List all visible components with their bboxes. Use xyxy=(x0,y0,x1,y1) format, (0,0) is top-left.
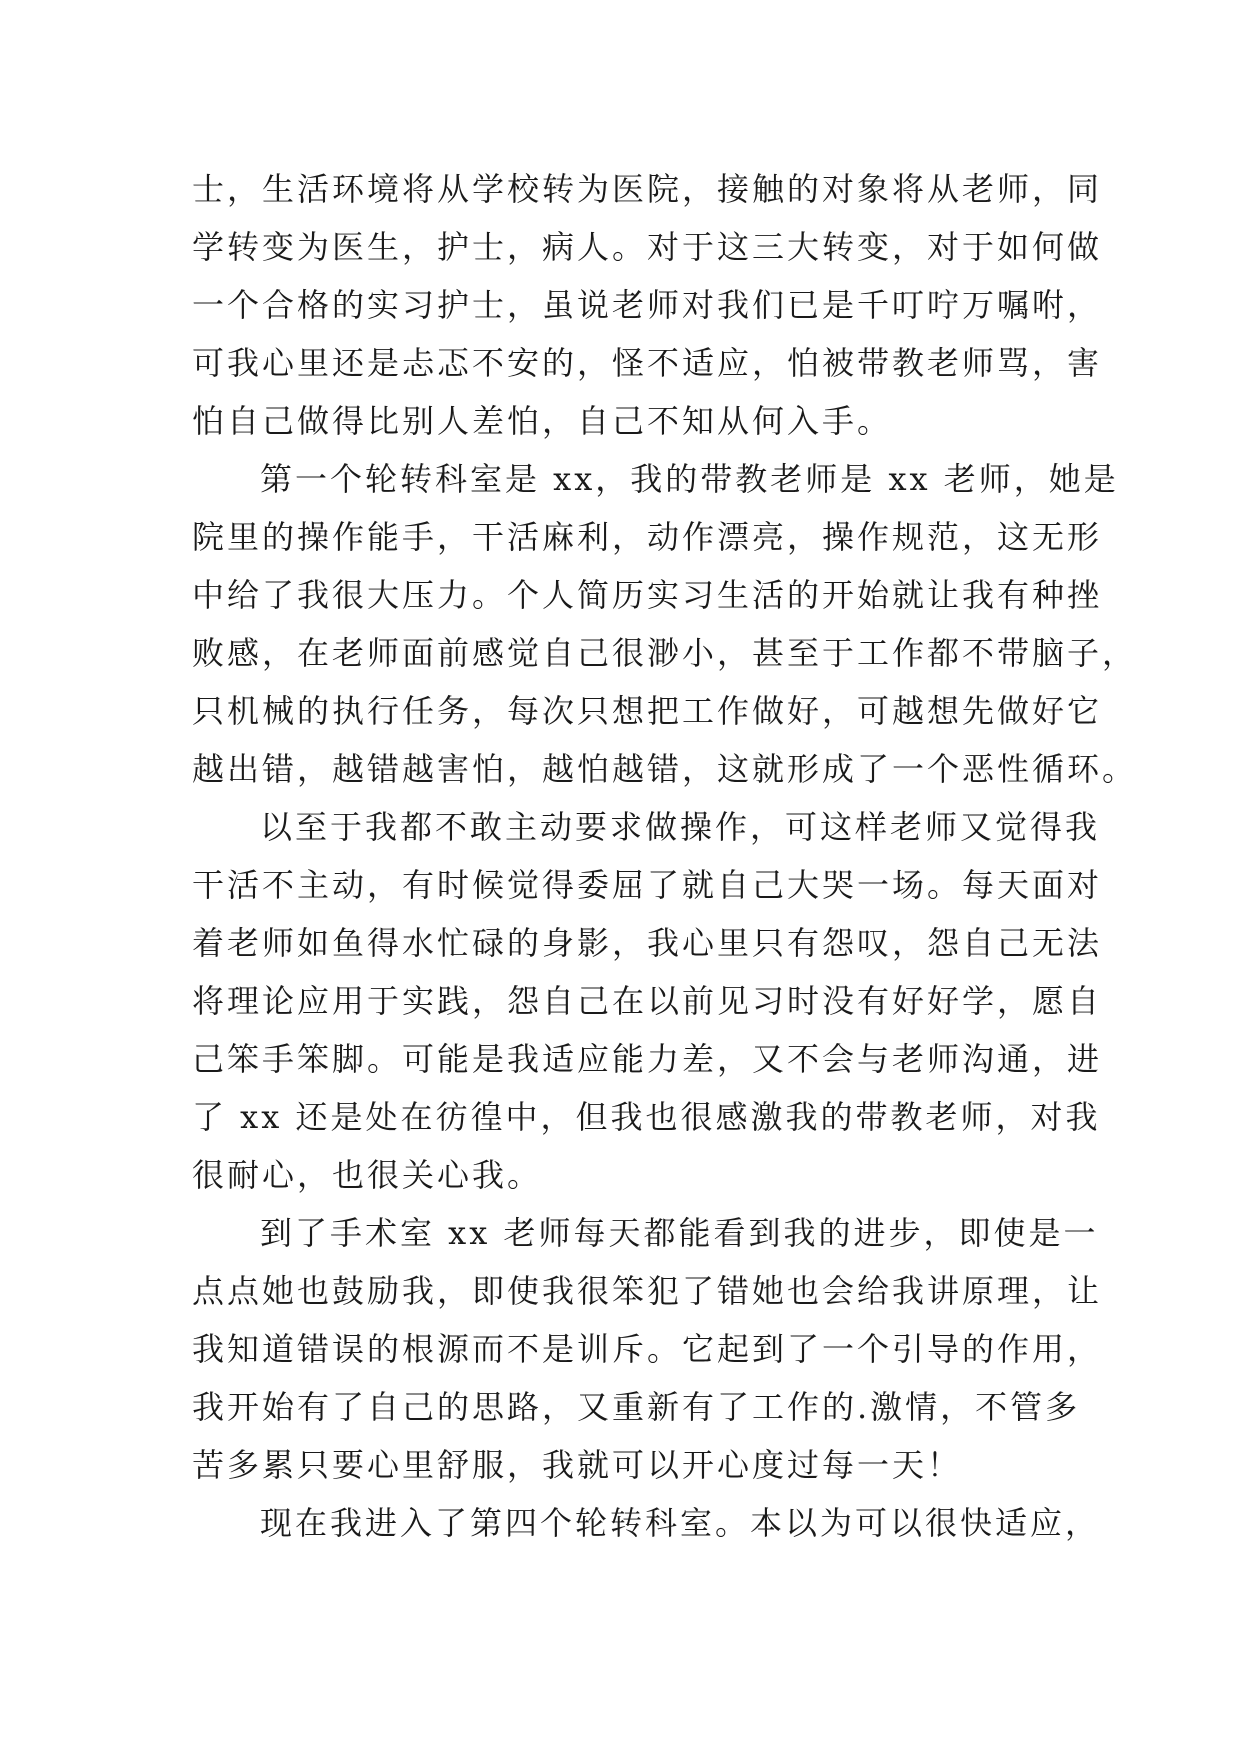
text-line: 可我心里还是忐忑不安的，怪不适应，怕被带教老师骂，害 xyxy=(192,344,1103,382)
text-line: 干活不主动，有时候觉得委屈了就自己大哭一场。每天面对 xyxy=(192,866,1103,904)
text-line: 我知道错误的根源而不是训斥。它起到了一个引导的作用， xyxy=(192,1330,1103,1368)
text-line: 越出错，越错越害怕，越怕越错，这就形成了一个恶性循环。 xyxy=(192,750,1138,788)
paragraph-first-line: 到了手术室 xx 老师每天都能看到我的进步，即使是一 xyxy=(260,1214,1099,1252)
text-line: 学转变为医生，护士，病人。对于这三大转变，对于如何做 xyxy=(192,228,1103,266)
text-line: 了 xx 还是处在彷徨中，但我也很感激我的带教老师，对我 xyxy=(192,1098,1101,1136)
text-line: 我开始有了自己的思路，又重新有了工作的.激情，不管多 xyxy=(192,1388,1081,1426)
text-line: 苦多累只要心里舒服，我就可以开心度过每一天！ xyxy=(192,1446,963,1484)
text-line: 败感，在老师面前感觉自己很渺小，甚至于工作都不带脑子， xyxy=(192,634,1138,672)
paragraph-first-line: 现在我进入了第四个轮转科室。本以为可以很快适应， xyxy=(260,1504,1101,1542)
text-line: 院里的操作能手，干活麻利，动作漂亮，操作规范，这无形 xyxy=(192,518,1103,556)
text-line: 一个合格的实习护士，虽说老师对我们已是千叮咛万嘱咐， xyxy=(192,286,1103,324)
paragraph-first-line: 以至于我都不敢主动要求做操作，可这样老师又觉得我 xyxy=(260,808,1101,846)
text-line: 很耐心，也很关心我。 xyxy=(192,1156,543,1194)
document-body-text xyxy=(192,160,1138,1552)
text-line: 着老师如鱼得水忙碌的身影，我心里只有怨叹，怨自己无法 xyxy=(192,924,1103,962)
text-line: 将理论应用于实践，怨自己在以前见习时没有好好学，愿自 xyxy=(192,982,1103,1020)
text-line: 怕自己做得比别人差怕，自己不知从何入手。 xyxy=(192,402,893,440)
text-line: 士，生活环境将从学校转为医院，接触的对象将从老师，同 xyxy=(192,170,1103,208)
text-line: 点点她也鼓励我，即使我很笨犯了错她也会给我讲原理，让 xyxy=(192,1272,1103,1310)
text-line: 只机械的执行任务，每次只想把工作做好，可越想先做好它 xyxy=(192,692,1103,730)
paragraph-first-line: 第一个轮转科室是 xx，我的带教老师是 xx 老师，她是 xyxy=(260,460,1119,498)
text-line: 中给了我很大压力。个人简历实习生活的开始就让我有种挫 xyxy=(192,576,1103,614)
text-line: 己笨手笨脚。可能是我适应能力差，又不会与老师沟通，进 xyxy=(192,1040,1103,1078)
